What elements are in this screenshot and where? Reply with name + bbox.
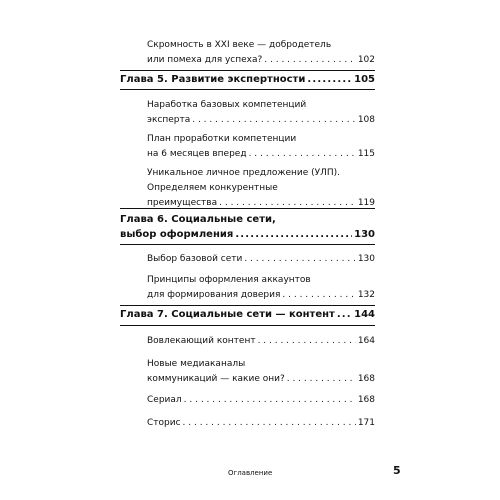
chapter-divider (120, 89, 375, 90)
toc-entry-row (147, 53, 375, 68)
toc-entry-line: План проработки компетенции (147, 134, 297, 144)
toc-entry-line: Сторис (147, 418, 181, 428)
toc-entry-row (147, 393, 375, 408)
toc-entry-row (147, 113, 375, 128)
toc-entry-line: Сериал (147, 395, 182, 405)
toc-entry-line: Вовлекающий контент (147, 336, 256, 346)
chapter-divider (120, 208, 375, 209)
toc-entry-row (147, 334, 375, 349)
dot-leader (258, 334, 356, 349)
toc-page-number: 119 (357, 198, 375, 208)
dot-leader (307, 72, 352, 87)
toc-page-number: 115 (357, 149, 375, 159)
dot-leader (282, 288, 355, 303)
chapter-title: Глава 7. Социальные сети — контент (120, 309, 335, 320)
toc-page-number: 171 (357, 418, 375, 428)
toc-page-number: 168 (357, 374, 375, 384)
chapter-divider (120, 70, 375, 71)
chapter-title: Глава 6. Социальные сети, (120, 214, 276, 225)
toc-entry-line: Определяем конкурентные (147, 183, 278, 193)
toc-page-number: 105 (354, 74, 375, 85)
chapter-divider (120, 305, 375, 306)
toc-entry-line: Принципы оформления аккаунтов (147, 275, 311, 285)
dot-leader (183, 416, 356, 431)
toc-entry-line: Выбор базовой сети (147, 254, 243, 264)
toc-entry-line: Новые медиаканалы (147, 359, 246, 369)
toc-chapter-row (120, 72, 375, 87)
toc-page-number: 102 (357, 55, 375, 65)
toc-page-number: 168 (357, 395, 375, 405)
page-number: 5 (393, 464, 401, 477)
dot-leader (287, 372, 356, 387)
dot-leader (264, 53, 356, 68)
toc-page-number: 130 (354, 229, 375, 240)
chapter-divider (120, 325, 375, 326)
toc-entry-row (147, 288, 375, 303)
chapter-title: Глава 5. Развитие экспертности (120, 74, 306, 85)
toc-page-number: 132 (357, 290, 375, 300)
running-footer-section: Оглавление (228, 469, 273, 477)
toc-page-number: 144 (354, 309, 375, 320)
dot-leader (244, 252, 355, 267)
toc-entry-line: или помеха для успеха? (147, 55, 263, 65)
toc-page-number: 108 (357, 115, 375, 125)
toc-page-number: 164 (357, 336, 375, 346)
toc-entry-line: Наработка базовых компетенций (147, 100, 307, 110)
toc-entry-line: эксперта (147, 115, 191, 125)
toc-entry-line: для формирования доверия (147, 290, 281, 300)
toc-entry-row (147, 147, 375, 162)
dot-leader (184, 393, 356, 408)
toc-entry-line: Уникальное личное предложение (УЛП). (147, 168, 341, 178)
toc-entry-line: преимущества (147, 198, 218, 208)
dot-leader (235, 227, 352, 242)
toc-page-number: 130 (357, 254, 375, 264)
dot-leader (192, 113, 356, 128)
toc-entry-line: коммуникаций — какие они? (147, 374, 285, 384)
chapter-title: выбор оформления (120, 229, 234, 240)
toc-chapter-row (120, 227, 375, 242)
chapter-divider (120, 244, 375, 245)
toc-chapter-row (120, 307, 375, 322)
toc-entry-row (147, 252, 375, 267)
toc-entry-line: на 6 месяцев вперед (147, 149, 247, 159)
dot-leader (249, 147, 356, 162)
toc-entry-row (147, 416, 375, 431)
dot-leader (337, 307, 352, 322)
toc-entry-line: Скромность в XXI веке — добродетель (147, 40, 332, 50)
toc-entry-row (147, 372, 375, 387)
